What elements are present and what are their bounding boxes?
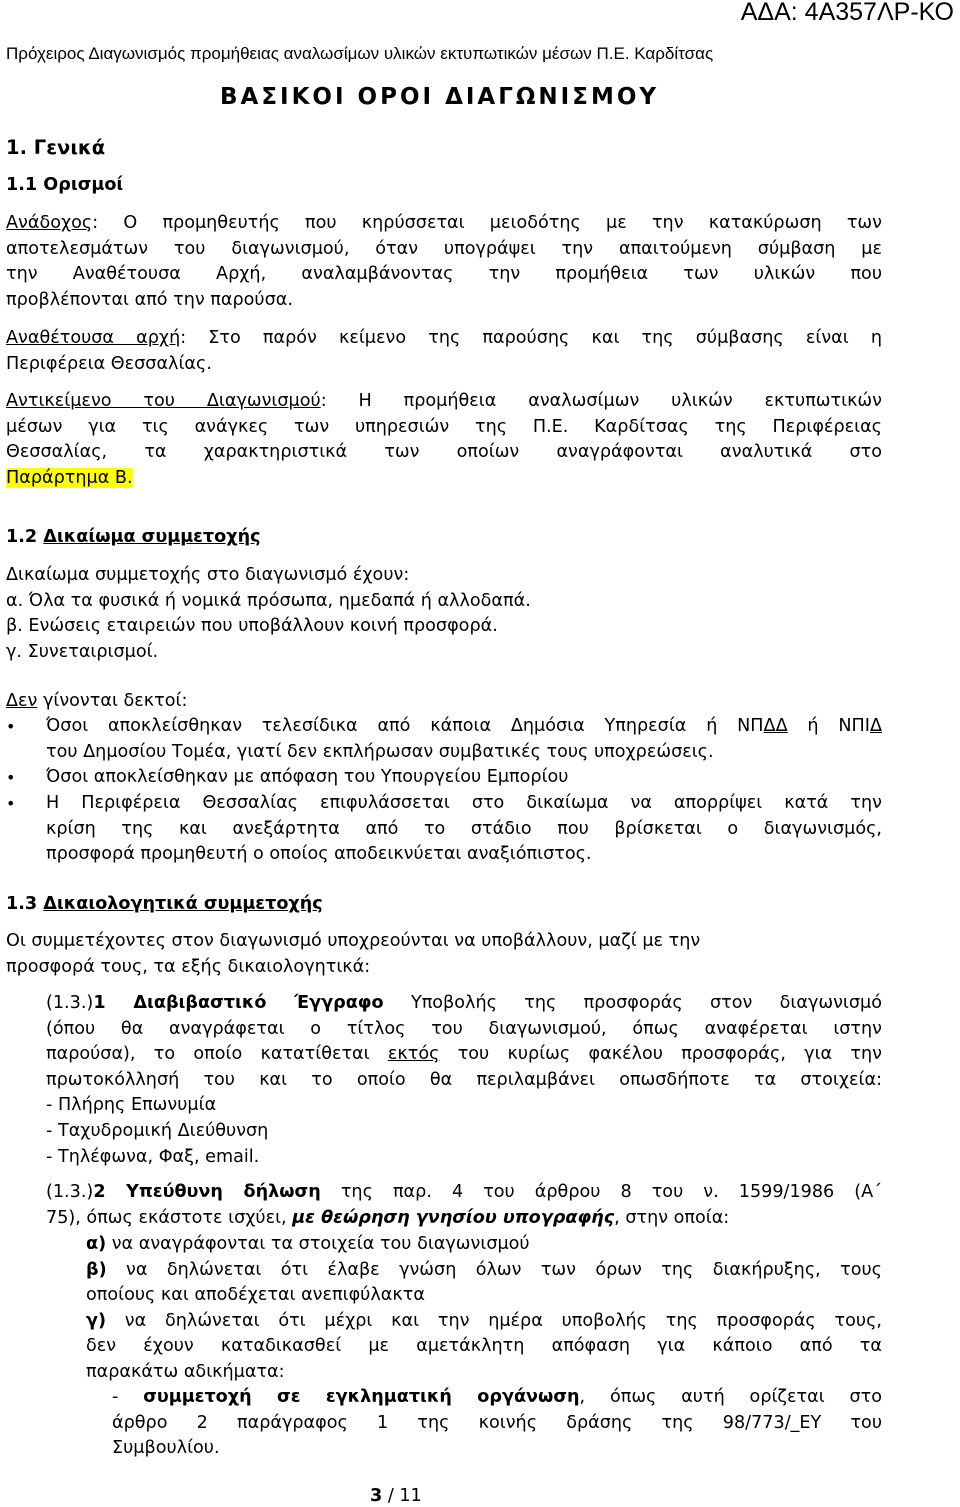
term-subject: Αντικείμενο του Διαγωνισμού xyxy=(6,391,321,411)
bullet-item: Η Περιφέρεια Θεσσαλίας επιφυλάσσεται στο δικαίωμα να απορρίψει κατά την κρίση της και ανεξάρτητα από το στάδιο που βρίσκεται ο διαγωνισμός, προσφορά προμηθευτή ο οποίος αποδεικνύεται αναξιόπιστος. xyxy=(46,793,882,865)
bullet-icon: • xyxy=(6,717,16,736)
heading-general: 1. Γενικά xyxy=(6,136,106,159)
document-cover-letter: (1.3.)1 Διαβιβαστικό Έγγραφο Υποβολής της προσφοράς στον διαγωνισμό (όπου θα αναγράφεται ο τίτλος του διαγωνισμού, όπως αναφέρεται ιστην παρούσα), το οποίο κατατίθεται εκτός του κυρίως φακέλου προσφοράς, για την πρωτοκόλλησή του και το οποίο θα περιλαμβάνει οπωσδήποτε τα στοιχεία: - Πλήρης Επωνυμία - Ταχυδρομική Διεύθυνση - Τηλέφωνα, Φαξ, email. xyxy=(46,991,882,1170)
document-header: Πρόχειρος Διαγωνισμός προμήθειας αναλωσίμων υλικών εκτυπωτικών μέσων Π.Ε. Καρδίτσας xyxy=(6,44,714,63)
section-title: ΒΑΣΙΚΟΙ ΟΡΟΙ ΔΙΑΓΩΝΙΣΜΟΥ xyxy=(220,84,660,110)
list-item: - Τηλέφωνα, Φαξ, email. xyxy=(46,1146,260,1167)
list-item: - Ταχυδρομική Διεύθυνση xyxy=(46,1120,269,1141)
heading-definitions: 1.1 Ορισμοί xyxy=(6,175,124,195)
annex-reference: Παράρτημα Β. xyxy=(6,467,133,488)
offence-item: - συμμετοχή σε εγκληματική οργάνωση, όπως αυτή ορίζεται στο άρθρο 2 παράγραφος 1 της κοινής δράσης της 98/773/_ΕΥ του Συμβουλίου. xyxy=(112,1387,882,1459)
term-contracting-authority: Αναθέτουσα αρχή xyxy=(6,328,181,348)
heading-participation-right: 1.2 Δικαίωμα συμμετοχής xyxy=(6,527,261,547)
term-contractor: Ανάδοχος xyxy=(6,213,93,233)
definition-contractor: Ανάδοχος: Ο προμηθευτής που κηρύσσεται μειοδότης με την κατακύρωση των αποτελεσμάτων του διαγωνισμού, όταν υπογράψει την απαιτούμενη σύμβαση με την Αναθέτουσα Αρχή, αναλαμβάνοντας την προμήθεια των υλικών που προβλέπονται από την παρούσα. xyxy=(6,213,882,310)
definition-subject: Αντικείμενο του Διαγωνισμού: Η προμήθεια αναλωσίμων υλικών εκτυπωτικών μέσων για τις ανάγκες των υπηρεσιών της Π.Ε. Καρδίτσας της Περιφέρειας Θεσσαλίας, τα χαρακτηριστικά των οποίων αναγράφονται αναλυτικά στο Παράρτημα Β. xyxy=(6,391,882,488)
page-number: 3 / 11 xyxy=(370,1486,422,1506)
declaration-items: α) να αναγράφονται τα στοιχεία του διαγωνισμού β) να δηλώνεται ότι έλαβε γνώση όλων των όρων της διακήρυξης, τους οποίους και αποδέχεται ανεπιφύλακτα γ) να δηλώνεται ότι μέχρι και την ημέρα υποβολής της προσφοράς τους, δεν έχουν καταδικασθεί με αμετάκλητη απόφαση για κάποιο από τα παρακάτω αδικήματα: xyxy=(86,1234,882,1382)
ada-code: ΑΔΑ: 4Α357ΛΡ-ΚΟ xyxy=(740,0,954,26)
bullet-item: Όσοι αποκλείσθηκαν τελεσίδικα από κάποια Δημόσια Υπηρεσία ή ΝΠΔΔ ή ΝΠΙΔ του Δημοσίου Τομέα, γιατί δεν εκπλήρωσαν συμβατικές τους υποχρεώσεις. xyxy=(46,716,883,762)
participation-list: Δικαίωμα συμμετοχής στο διαγωνισμό έχουν: α. Όλα τα φυσικά ή νομικά πρόσωπα, ημεδαπά ή αλλοδαπά. β. Ενώσεις εταιρειών που υποβάλλουν κοινή προσφορά. γ. Συνεταιρισμοί. xyxy=(6,563,882,665)
not-accepted-intro: Δεν γίνονται δεκτοί: xyxy=(6,691,188,711)
list-item: α. Όλα τα φυσικά ή νομικά πρόσωπα, ημεδαπά ή αλλοδαπά. xyxy=(6,590,531,611)
heading-supporting-documents: 1.3 Δικαιολογητικά συμμετοχής xyxy=(6,894,323,914)
bullet-item: Όσοι αποκλείσθηκαν με απόφαση του Υπουργείου Εμπορίου xyxy=(46,767,569,787)
documents-intro: Οι συμμετέχοντες στον διαγωνισμό υποχρεούνται να υποβάλλουν, μαζί με την προσφορά τους, τα εξής δικαιολογητικά: xyxy=(6,931,701,977)
definition-contracting-authority: Αναθέτουσα αρχή: Στο παρόν κείμενο της παρούσης και της σύμβασης είναι η Περιφέρεια Θεσσαλίας. xyxy=(6,328,882,374)
list-item: - Πλήρης Επωνυμία xyxy=(46,1095,217,1116)
bullet-icon: • xyxy=(6,768,16,787)
list-item: γ. Συνεταιρισμοί. xyxy=(6,641,159,662)
document-solemn-declaration: (1.3.)2 Υπεύθυνη δήλωση της παρ. 4 του άρθρου 8 του ν. 1599/1986 (Α΄ 75), όπως εκάστοτε ισχύει, με θεώρηση γνησίου υπογραφής, στην οποία: xyxy=(46,1182,882,1228)
list-item: β. Ενώσεις εταιρειών που υποβάλλουν κοινή προσφορά. xyxy=(6,616,498,637)
bullet-icon: • xyxy=(6,794,16,813)
